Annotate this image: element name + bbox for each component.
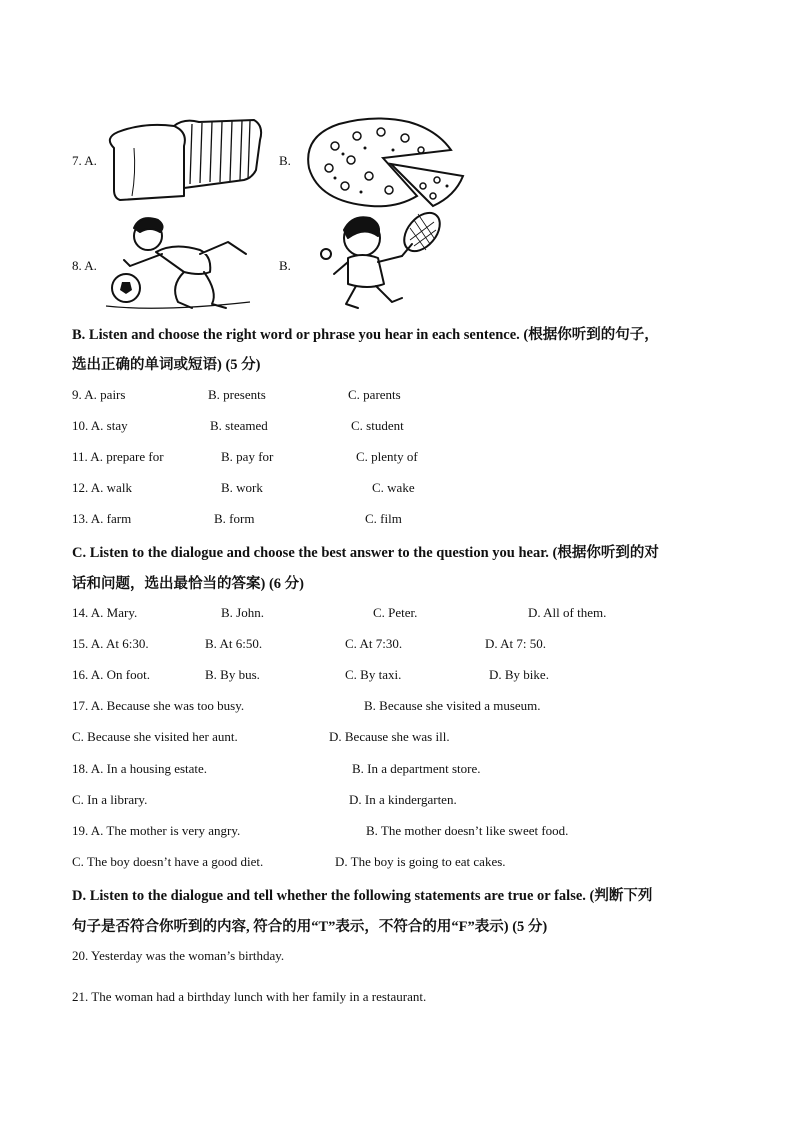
q10-option-b: B. steamed <box>210 418 268 433</box>
q19-option-c: C. The boy doesn’t have a good diet. <box>72 854 264 869</box>
q19-option-a: 19. A. The mother is very angry. <box>72 823 241 838</box>
q17-option-b: B. Because she visited a museum. <box>364 698 541 713</box>
q19-option-b: B. The mother doesn’t like sweet food. <box>366 823 569 838</box>
q16-option-d: D. By bike. <box>489 667 549 682</box>
q21-statement: 21. The woman had a birthday lunch with her family in a restaurant. <box>72 989 427 1004</box>
section-b-heading-line2: 选出正确的单词或短语) (5 分) <box>72 357 261 373</box>
q11-option-c: C. plenty of <box>356 449 418 464</box>
q14-option-c: C. Peter. <box>373 605 418 620</box>
q17-option-a: 17. A. Because she was too busy. <box>72 698 245 713</box>
q7-option-b-label: B. <box>279 153 291 168</box>
q16-option-a: 16. A. On foot. <box>72 667 150 682</box>
q8-option-b-label: B. <box>279 258 291 273</box>
q15-option-a: 15. A. At 6:30. <box>72 636 149 651</box>
q10-option-c: C. student <box>351 418 404 433</box>
q9-option-c: C. parents <box>348 387 401 402</box>
boy-playing-tennis-icon <box>318 208 458 314</box>
q18-option-d: D. In a kindergarten. <box>349 792 457 807</box>
q19-option-d: D. The boy is going to eat cakes. <box>335 854 506 869</box>
q14-option-a: 14. A. Mary. <box>72 605 138 620</box>
q9-option-a: 9. A. pairs <box>72 387 126 402</box>
q11-option-a: 11. A. prepare for <box>72 449 164 464</box>
q20-statement: 20. Yesterday was the woman’s birthday. <box>72 948 285 963</box>
q17-option-d: D. Because she was ill. <box>329 729 450 744</box>
q12-option-c: C. wake <box>372 480 415 495</box>
q9-option-b: B. presents <box>208 387 266 402</box>
q18-option-c: C. In a library. <box>72 792 148 807</box>
q7-option-a-label: 7. A. <box>72 153 97 168</box>
q14-option-d: D. All of them. <box>528 605 607 620</box>
q8-option-a-label: 8. A. <box>72 258 97 273</box>
section-d-heading-line2: 句子是否符合你听到的内容, 符合的用“T”表示，不符合的用“F”表示) (5 分) <box>72 919 548 935</box>
q15-option-c: C. At 7:30. <box>345 636 403 651</box>
bread-loaf-icon <box>104 118 264 202</box>
q11-option-b: B. pay for <box>221 449 274 464</box>
q15-option-d: D. At 7: 50. <box>485 636 547 651</box>
q14-option-b: B. John. <box>221 605 264 620</box>
q16-option-b: B. By bus. <box>205 667 260 682</box>
pizza-icon <box>305 116 465 208</box>
q10-option-a: 10. A. stay <box>72 418 128 433</box>
q13-option-c: C. film <box>365 511 402 526</box>
q13-option-a: 13. A. farm <box>72 511 132 526</box>
q15-option-b: B. At 6:50. <box>205 636 263 651</box>
section-d-heading-line1: D. Listen to the dialogue and tell whether the following statements are true or false. (判断下列 <box>72 888 653 904</box>
section-c-heading-line1: C. Listen to the dialogue and choose the best answer to the question you hear. (根据你听到的对 <box>72 545 659 561</box>
boy-playing-football-icon <box>100 212 260 314</box>
q12-option-b: B. work <box>221 480 263 495</box>
q13-option-b: B. form <box>214 511 255 526</box>
q12-option-a: 12. A. walk <box>72 480 132 495</box>
q17-option-c: C. Because she visited her aunt. <box>72 729 238 744</box>
q18-option-b: B. In a department store. <box>352 761 481 776</box>
q16-option-c: C. By taxi. <box>345 667 402 682</box>
section-c-heading-line2: 话和问题，选出最恰当的答案) (6 分) <box>72 576 304 592</box>
q18-option-a: 18. A. In a housing estate. <box>72 761 208 776</box>
section-b-heading-line1: B. Listen and choose the right word or phrase you hear in each sentence. (根据你听到的句子， <box>72 327 659 343</box>
